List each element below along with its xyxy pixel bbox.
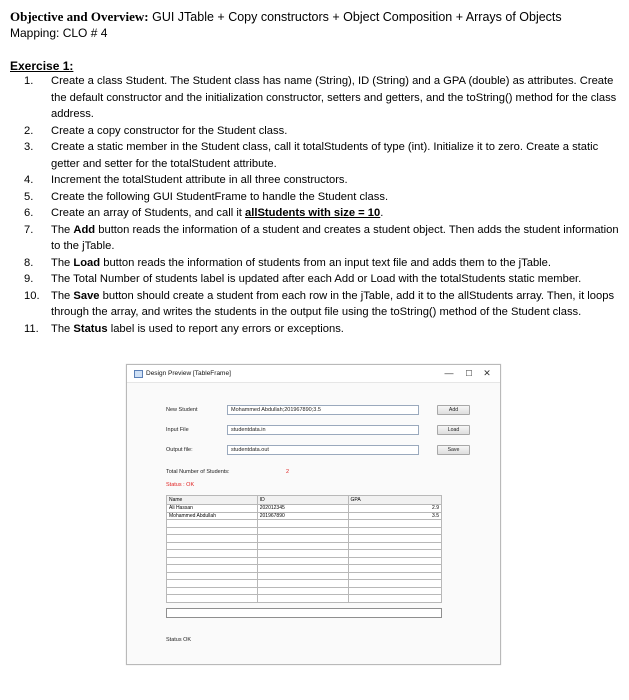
- list-item: 9. The Total Number of students label is updated after each Add or Load with the totalStudents static member.: [24, 273, 582, 285]
- exercise-heading: Exercise 1:: [10, 59, 74, 73]
- input-file-label: Input File: [166, 427, 189, 433]
- save-button[interactable]: Save: [437, 445, 470, 455]
- output-file-label: Output file:: [166, 447, 193, 453]
- list-item: 10. The Save button should create a student from each row in the jTable, add it to the allStudents array. Then, it loops through the array, and writes the students in the output file using the toString() method of the Student class.: [24, 289, 615, 318]
- status-bottom-label: Status OK: [166, 637, 192, 643]
- exercise-list: [10, 73, 622, 337]
- app-icon: [134, 370, 143, 378]
- table-row[interactable]: [167, 535, 442, 543]
- table-row[interactable]: [167, 512, 442, 520]
- design-preview-window: [126, 364, 501, 665]
- table-cell[interactable]: Mohammed Abdullah: [167, 512, 258, 520]
- table-cell[interactable]: 2.9: [348, 505, 442, 513]
- list-item: 6. Create an array of Students, and call it allStudents with size = 10.: [24, 207, 384, 219]
- list-item: 3. Create a static member in the Student class, call it totalStudents of type (int). Initialize it to zero. Create a static getter and setter for the totalStudent attribute.: [24, 141, 599, 170]
- status-top-label: Status : OK: [166, 482, 195, 488]
- table-row[interactable]: [167, 595, 442, 603]
- list-item: 8. The Load button reads the information of students from an input text file and adds them to the jTable.: [24, 256, 551, 269]
- table-header-row: [167, 496, 442, 505]
- table-row[interactable]: [167, 527, 442, 535]
- title-rest: GUI JTable + Copy constructors + Object Composition + Arrays of Objects: [148, 10, 562, 24]
- list-item: 7. The Add button reads the information of a student and creates a student object. Then adds the student information to the jTable.: [24, 223, 619, 252]
- table-row[interactable]: [167, 587, 442, 595]
- table-row[interactable]: [167, 565, 442, 573]
- column-header-name[interactable]: Name: [167, 496, 258, 505]
- table-cell[interactable]: 3.5: [348, 512, 442, 520]
- students-table[interactable]: [166, 495, 442, 603]
- table-row[interactable]: [167, 550, 442, 558]
- window-title: Design Preview [TableFrame]: [146, 370, 231, 377]
- load-button[interactable]: Load: [437, 425, 470, 435]
- table-cell[interactable]: Ali Hassan: [167, 505, 258, 513]
- table-cell[interactable]: 201967890: [257, 512, 348, 520]
- table-row[interactable]: [167, 520, 442, 528]
- add-button[interactable]: Add: [437, 405, 470, 415]
- table-row[interactable]: [167, 505, 442, 513]
- new-student-input[interactable]: Mohammed Abdullah;201967890;3.5: [227, 405, 419, 415]
- table-row[interactable]: [167, 542, 442, 550]
- total-students-label: Total Number of Students:: [166, 469, 230, 475]
- table-row[interactable]: [167, 572, 442, 580]
- list-item: 2. Create a copy constructor for the Student class.: [24, 124, 288, 137]
- mapping-line: Mapping: CLO # 4: [10, 26, 108, 40]
- table-scroll-area[interactable]: [166, 608, 442, 618]
- output-file-field[interactable]: studentdata.out: [227, 445, 419, 455]
- input-file-field[interactable]: studentdata.in: [227, 425, 419, 435]
- total-students-value: 2: [286, 469, 290, 475]
- column-header-gpa[interactable]: GPA: [348, 496, 442, 505]
- table-cell[interactable]: 202012345: [257, 505, 348, 513]
- table-row[interactable]: [167, 580, 442, 588]
- close-icon[interactable]: ✕: [483, 368, 491, 378]
- list-item: 1. Create a class Student. The Student class has name (String), ID (String) and a GPA (double) as attributes. Create the default constructor and the initialization constructor, setters and getters, and the toString() method for the class address.: [24, 75, 617, 120]
- column-header-id[interactable]: ID: [257, 496, 348, 505]
- list-item: 5. Create the following GUI StudentFrame to handle the Student class.: [24, 190, 389, 203]
- title-bold: Objective and Overview:: [10, 9, 149, 24]
- minimize-icon[interactable]: —: [444, 368, 454, 378]
- table-row[interactable]: [167, 557, 442, 565]
- new-student-label: New Student: [166, 407, 198, 413]
- window-titlebar: [127, 365, 500, 383]
- maximize-icon[interactable]: ☐: [465, 369, 473, 378]
- page-title: [10, 9, 562, 25]
- list-item: 4. Increment the totalStudent attribute in all three constructors.: [24, 174, 348, 186]
- list-item: 11. The Status label is used to report any errors or exceptions.: [24, 322, 344, 335]
